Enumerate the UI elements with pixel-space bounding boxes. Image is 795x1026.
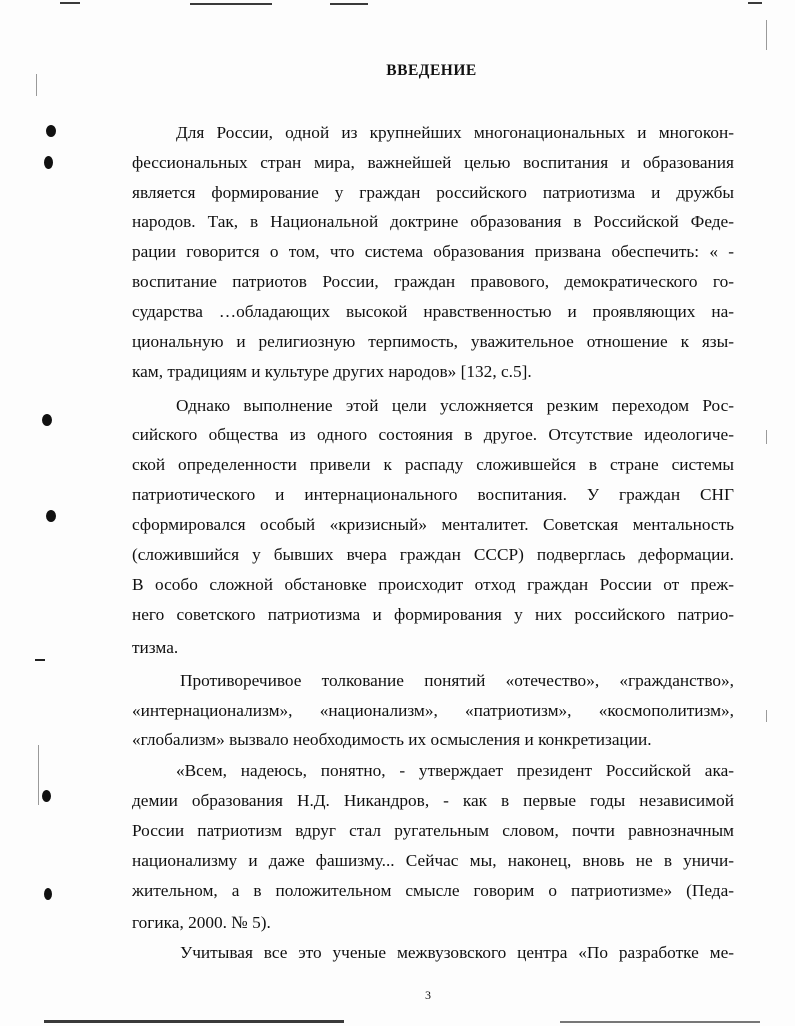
text-line: циональную и религиозную терпимость, уважительное отношение к язы- xyxy=(132,332,734,351)
binder-hole-2 xyxy=(44,156,53,169)
text-line: Учитывая все это ученые межвузовского центра «По разработке ме- xyxy=(180,943,734,962)
scan-dash-left xyxy=(35,659,45,661)
text-line: Для России, одной из крупнейших многонациональных и многокон- xyxy=(176,123,734,142)
text-line: жительном, а в положительном смысле говорим о патриотизме» (Педа- xyxy=(132,881,734,900)
binder-hole-3 xyxy=(42,414,52,426)
text-line: кам, традициям и культуре других народов» [132, с.5]. xyxy=(132,362,532,381)
binder-hole-6 xyxy=(44,888,52,900)
scan-rule-bottom-1 xyxy=(44,1020,344,1023)
text-line: России патриотизм вдруг стал ругательным словом, почти равнозначным xyxy=(132,821,734,840)
text-line: Противоречивое толкование понятий «отечество», «гражданство», xyxy=(180,671,734,690)
page-title: ВВЕДЕНИЕ xyxy=(386,62,477,79)
scan-rule-top-3 xyxy=(330,3,368,5)
text-line: «Всем, надеюсь, понятно, - утверждает президент Российской ака- xyxy=(176,761,734,780)
text-line: рации говорится о том, что система образования призвана обеспечить: « - xyxy=(132,242,734,261)
scan-edge-mark-1 xyxy=(766,20,767,50)
scan-rule-bottom-2 xyxy=(560,1021,760,1023)
text-line: является формирование у граждан российского патриотизма и дружбы xyxy=(132,183,734,202)
text-line: гогика, 2000. № 5). xyxy=(132,913,271,932)
text-line: «глобализм» вызвало необходимость их осмысления и конкретизации. xyxy=(132,730,652,749)
text-line: тизма. xyxy=(132,638,179,657)
text-line: ской определенности привели к распаду сложившейся в стране системы xyxy=(132,455,734,474)
scan-rule-top-2 xyxy=(190,3,272,5)
text-line: него советского патриотизма и формирования у них российского патрио- xyxy=(132,605,734,624)
text-line: национализму и даже фашизму... Сейчас мы, наконец, вновь не в уничи- xyxy=(132,851,734,870)
text-line: народов. Так, в Национальной доктрине образования в Российской Феде- xyxy=(132,212,734,231)
scan-edge-mark-3 xyxy=(766,710,767,722)
text-line: патриотического и интернационального воспитания. У граждан СНГ xyxy=(132,485,734,504)
text-line: «интернационализм», «национализм», «патриотизм», «космополитизм», xyxy=(132,701,734,720)
page-number: 3 xyxy=(425,988,431,1002)
scan-rule-top-4 xyxy=(748,2,762,4)
text-line: сударства …обладающих высокой нравственностью и проявляющих на- xyxy=(132,302,734,321)
scan-edge-mark-2 xyxy=(766,430,767,444)
text-line: В особо сложной обстановке происходит отход граждан России от преж- xyxy=(132,575,734,594)
binder-hole-1 xyxy=(46,125,56,137)
scan-edge-mark-left-2 xyxy=(38,745,39,805)
text-line: демии образования Н.Д. Никандров, - как в первые годы независимой xyxy=(132,791,734,810)
binder-hole-4 xyxy=(46,510,56,522)
text-line: сформировался особый «кризисный» менталитет. Советская ментальность xyxy=(132,515,734,534)
binder-hole-5 xyxy=(42,790,51,802)
text-line: фессиональных стран мира, важнейшей целью воспитания и образования xyxy=(132,153,734,172)
text-line: воспитание патриотов России, граждан правового, демократического го- xyxy=(132,272,734,291)
text-line: (сложившийся у бывших вчера граждан СССР) подверглась деформации. xyxy=(132,545,734,564)
text-line: Однако выполнение этой цели усложняется резким переходом Рос- xyxy=(176,396,734,415)
scan-rule-top-1 xyxy=(60,2,80,4)
text-line: сийского общества из одного состояния в другое. Отсутствие идеологиче- xyxy=(132,425,734,444)
